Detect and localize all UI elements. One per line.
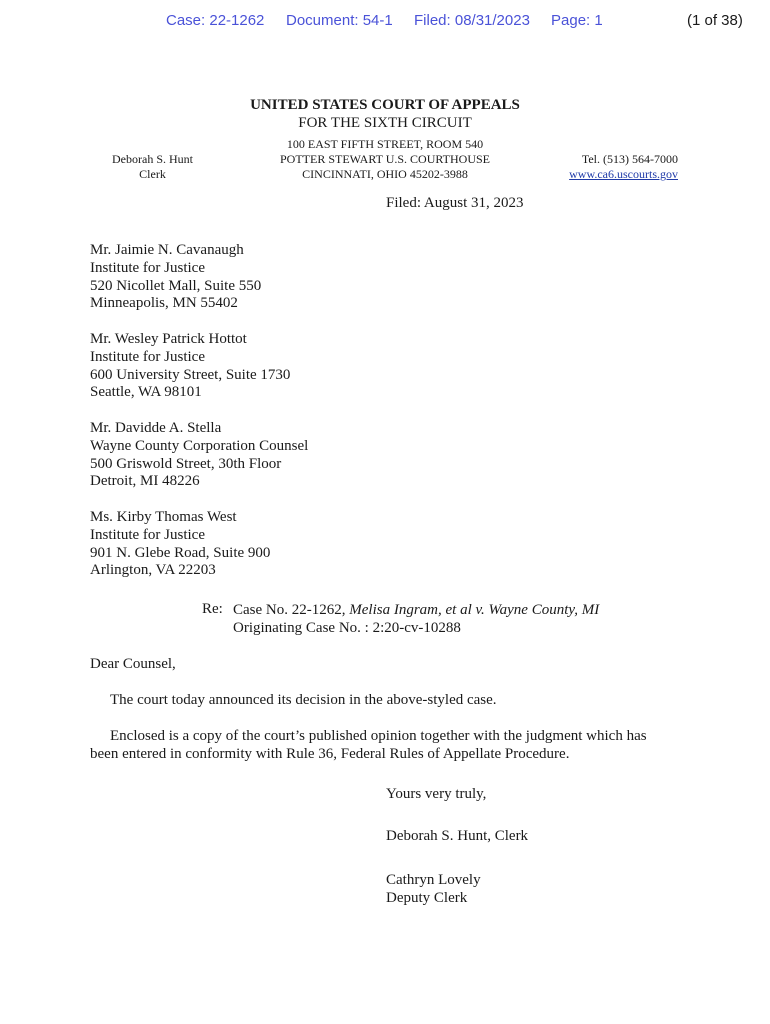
clerk-name: Deborah S. Hunt xyxy=(112,152,193,166)
recipient-address-block xyxy=(90,331,290,402)
court-telephone: Tel. (513) 564-7000 xyxy=(581,152,678,166)
salutation: Dear Counsel, xyxy=(90,656,176,672)
recipient-name: Mr. Jaimie N. Cavanaugh xyxy=(90,242,244,258)
recipient-street: 600 University Street, Suite 1730 xyxy=(90,366,291,383)
body-paragraph-2-line-1: Enclosed is a copy of the court’s published opinion together with the judgment which has xyxy=(110,728,647,744)
body-paragraph-1: The court today announced its decision in the above-styled case. xyxy=(110,692,497,708)
filed-date-line: Filed: August 31, 2023 xyxy=(386,195,524,211)
recipient-city: Seattle, WA 98101 xyxy=(90,384,202,401)
signer-name: Deborah S. Hunt, Clerk xyxy=(386,828,529,844)
stamp-document-number: Document: 54-1 xyxy=(286,12,393,29)
recipient-organization: Institute for Justice xyxy=(90,259,205,276)
recipient-city: Minneapolis, MN 55402 xyxy=(90,295,238,312)
body-paragraph-2-line-2: been entered in conformity with Rule 36, Federal Rules of Appellate Procedure. xyxy=(90,746,570,762)
re-case-number: Case No. 22-1262, xyxy=(233,602,346,618)
recipient-name: Ms. Kirby Thomas West xyxy=(90,509,237,525)
re-label: Re: xyxy=(202,601,223,617)
deputy-clerk-name: Cathryn Lovely xyxy=(386,872,481,888)
filing-stamp-header xyxy=(0,12,770,34)
court-address-line-1: 100 EAST FIFTH STREET, ROOM 540 xyxy=(286,137,484,151)
recipient-street: 520 Nicollet Mall, Suite 550 xyxy=(90,277,262,294)
recipient-street: 901 N. Glebe Road, Suite 900 xyxy=(90,544,271,561)
stamp-filed-date: Filed: 08/31/2023 xyxy=(414,12,530,29)
recipient-address-block xyxy=(90,509,270,580)
court-address-line-2: POTTER STEWART U.S. COURTHOUSE xyxy=(279,152,491,166)
recipient-address-block xyxy=(90,420,308,491)
closing: Yours very truly, xyxy=(386,786,487,802)
re-originating-case: Originating Case No. : 2:20-cv-10288 xyxy=(233,620,461,636)
clerk-title: Clerk xyxy=(139,167,166,181)
recipient-name: Mr. Davidde A. Stella xyxy=(90,420,222,436)
court-circuit: FOR THE SIXTH CIRCUIT xyxy=(298,115,472,131)
stamp-case-number: Case: 22-1262 xyxy=(166,12,265,29)
deputy-clerk-title: Deputy Clerk xyxy=(386,890,468,906)
recipient-city: Detroit, MI 48226 xyxy=(90,473,200,490)
re-case-name: Melisa Ingram, et al v. Wayne County, MI xyxy=(349,602,600,618)
recipient-address-block xyxy=(90,242,261,313)
recipient-organization: Institute for Justice xyxy=(90,348,205,365)
recipient-street: 500 Griswold Street, 30th Floor xyxy=(90,455,282,472)
recipient-organization: Institute for Justice xyxy=(90,526,205,543)
court-title: UNITED STATES COURT OF APPEALS xyxy=(250,97,520,113)
recipient-name: Mr. Wesley Patrick Hottot xyxy=(90,331,247,347)
stamp-page: Page: 1 xyxy=(551,12,603,29)
recipient-organization: Wayne County Corporation Counsel xyxy=(90,437,309,454)
recipient-city: Arlington, VA 22203 xyxy=(90,562,216,579)
stamp-page-count: (1 of 38) xyxy=(687,12,743,29)
court-address-line-3: CINCINNATI, OHIO 45202-3988 xyxy=(302,167,468,181)
court-website-link[interactable]: www.ca6.uscourts.gov xyxy=(569,167,678,181)
re-case-reference xyxy=(233,601,599,637)
